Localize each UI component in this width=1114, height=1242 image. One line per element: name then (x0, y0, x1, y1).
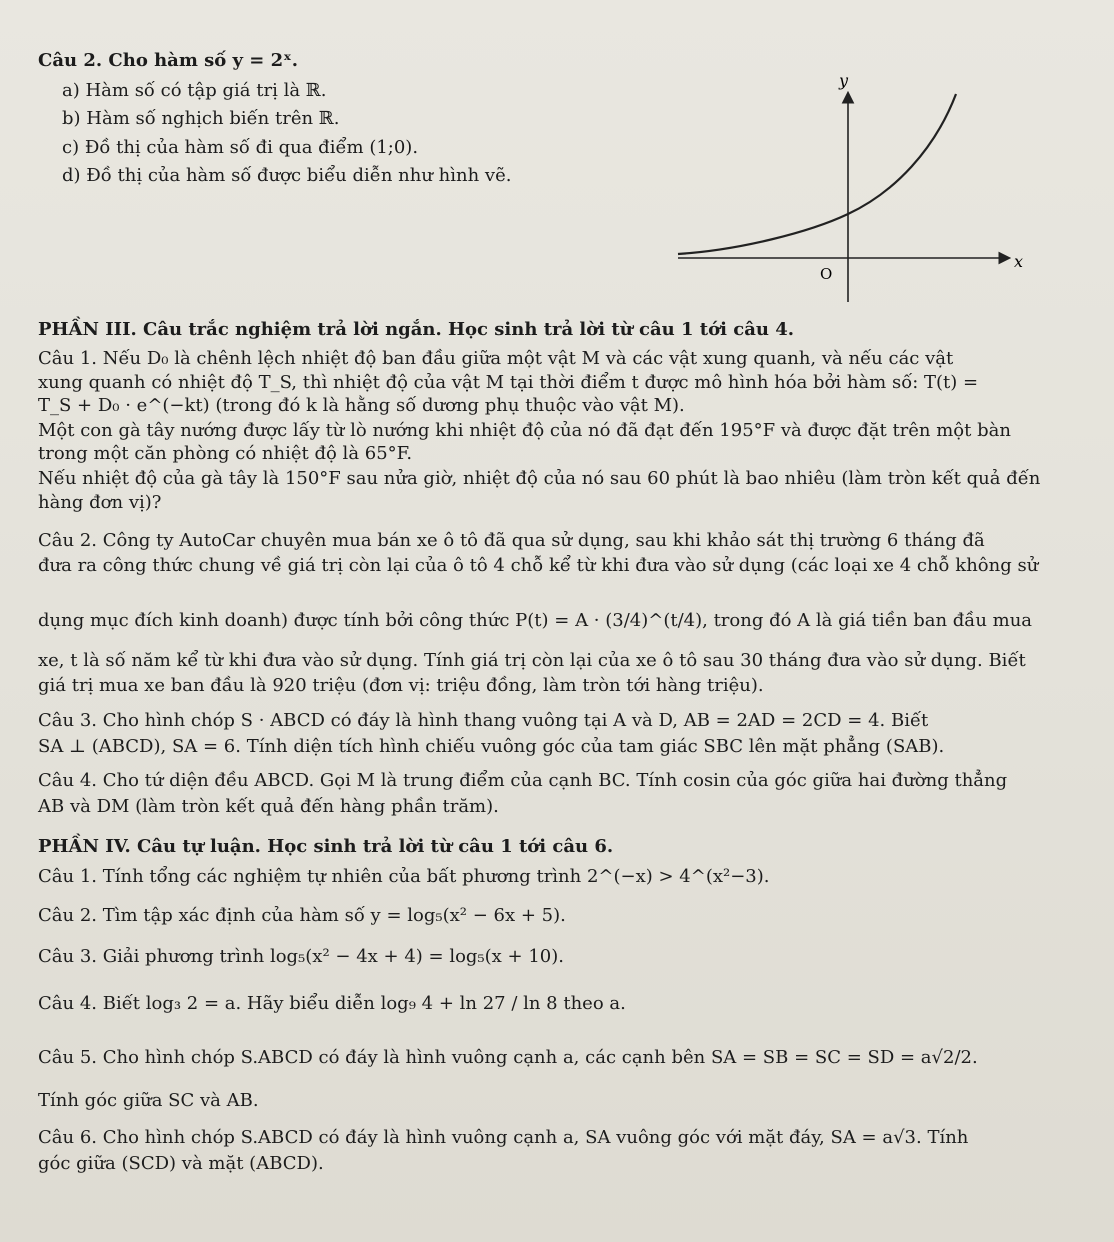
p4-q3: Câu 3. Giải phương trình log₅(x² − 4x + 4) = log₅(x + 10). (38, 946, 564, 967)
p3-q2-line-3: dụng mục đích kinh doanh) được tính bởi công thức P(t) = A · (3/4)^(t/4), trong đó A là giá tiền ban đầu mua (38, 610, 1033, 631)
part4-heading: PHẦN IV. Câu tự luận. Học sinh trả lời từ câu 1 tới câu 6. (38, 836, 614, 857)
p3-q2-line-4: xe, t là số năm kể từ khi đưa vào sử dụng. Tính giá trị còn lại của xe ô tô sau 30 tháng đưa vào sử dụng. Biết (38, 650, 1026, 671)
p3-q1-line-1: Câu 1. Nếu D₀ là chênh lệch nhiệt độ ban đầu giữa một vật M và các vật xung quanh, và nếu các vật (38, 348, 954, 369)
p3-q1-line-2: xung quanh có nhiệt độ T_S, thì nhiệt độ của vật M tại thời điểm t được mô hình hóa bởi hàm số: T(t) = (38, 372, 979, 393)
p3-q2-line-2: đưa ra công thức chung về giá trị còn lại của ô tô 4 chỗ kể từ khi đưa vào sử dụng (các loại xe 4 chỗ không sử (38, 555, 1039, 576)
cau2-option-a: a) Hàm số có tập giá trị là ℝ. (62, 80, 327, 101)
exponential-curve (678, 94, 956, 254)
p3-q1-line-5: trong một căn phòng có nhiệt độ là 65°F. (38, 443, 413, 464)
p4-q6-line-2: góc giữa (SCD) và mặt (ABCD). (38, 1153, 324, 1174)
y-axis-label: y (839, 71, 849, 90)
part3-heading: PHẦN III. Câu trắc nghiệm trả lời ngắn. Học sinh trả lời từ câu 1 tới câu 4. (38, 319, 794, 340)
cau2-option-d: d) Đồ thị của hàm số được biểu diễn như hình vẽ. (62, 165, 512, 186)
origin-label: O (820, 265, 833, 283)
p3-q2-line-1: Câu 2. Công ty AutoCar chuyên mua bán xe ô tô đã qua sử dụng, sau khi khảo sát thị trường 6 tháng đã (38, 530, 985, 551)
p3-q4-line-1: Câu 4. Cho tứ diện đều ABCD. Gọi M là trung điểm của cạnh BC. Tính cosin của góc giữa hai đường thẳng (38, 770, 1008, 791)
p4-q5-line-2: Tính góc giữa SC và AB. (38, 1090, 259, 1111)
p3-q1-line-3: T_S + D₀ · e^(−kt) (trong đó k là hằng số dương phụ thuộc vào vật M). (38, 395, 685, 416)
p4-q1: Câu 1. Tính tổng các nghiệm tự nhiên của bất phương trình 2^(−x) > 4^(x²−3). (38, 866, 770, 887)
p3-q1-line-6: Nếu nhiệt độ của gà tây là 150°F sau nửa giờ, nhiệt độ của nó sau 60 phút là bao nhiêu (làm tròn kết quả đến (38, 468, 1041, 489)
p3-q3-line-2: SA ⊥ (ABCD), SA = 6. Tính diện tích hình chiếu vuông góc của tam giác SBC lên mặt phẳng (SAB). (38, 736, 945, 757)
p3-q1-line-4: Một con gà tây nướng được lấy từ lò nướng khi nhiệt độ của nó đã đạt đến 195°F và được đặt trên một bàn (38, 420, 1011, 441)
p3-q1-line-7: hàng đơn vị)? (38, 492, 162, 513)
p3-q4-line-2: AB và DM (làm tròn kết quả đến hàng phần trăm). (38, 796, 499, 817)
p4-q6-line-1: Câu 6. Cho hình chóp S.ABCD có đáy là hình vuông cạnh a, SA vuông góc với mặt đáy, SA = a√3. Tính (38, 1127, 969, 1148)
x-axis-label: x (1014, 252, 1024, 271)
cau2-option-c: c) Đồ thị của hàm số đi qua điểm (1;0). (62, 137, 419, 158)
cau2-option-b: b) Hàm số nghịch biến trên ℝ. (62, 108, 340, 129)
p4-q5-line-1: Câu 5. Cho hình chóp S.ABCD có đáy là hình vuông cạnh a, các cạnh bên SA = SB = SC = SD = a√2/2. (38, 1047, 978, 1068)
p4-q4: Câu 4. Biết log₃ 2 = a. Hãy biểu diễn log₉ 4 + ln 27 / ln 8 theo a. (38, 993, 626, 1014)
p3-q2-line-5: giá trị mua xe ban đầu là 920 triệu (đơn vị: triệu đồng, làm tròn tới hàng triệu). (38, 675, 764, 696)
p3-q3-line-1: Câu 3. Cho hình chóp S · ABCD có đáy là hình thang vuông tại A và D, AB = 2AD = 2CD = 4. Biết (38, 710, 929, 731)
cau2-title: Câu 2. Cho hàm số y = 2ˣ. (38, 50, 298, 71)
p4-q2: Câu 2. Tìm tập xác định của hàm số y = log₅(x² − 6x + 5). (38, 905, 566, 926)
exponential-graph (660, 64, 1040, 309)
